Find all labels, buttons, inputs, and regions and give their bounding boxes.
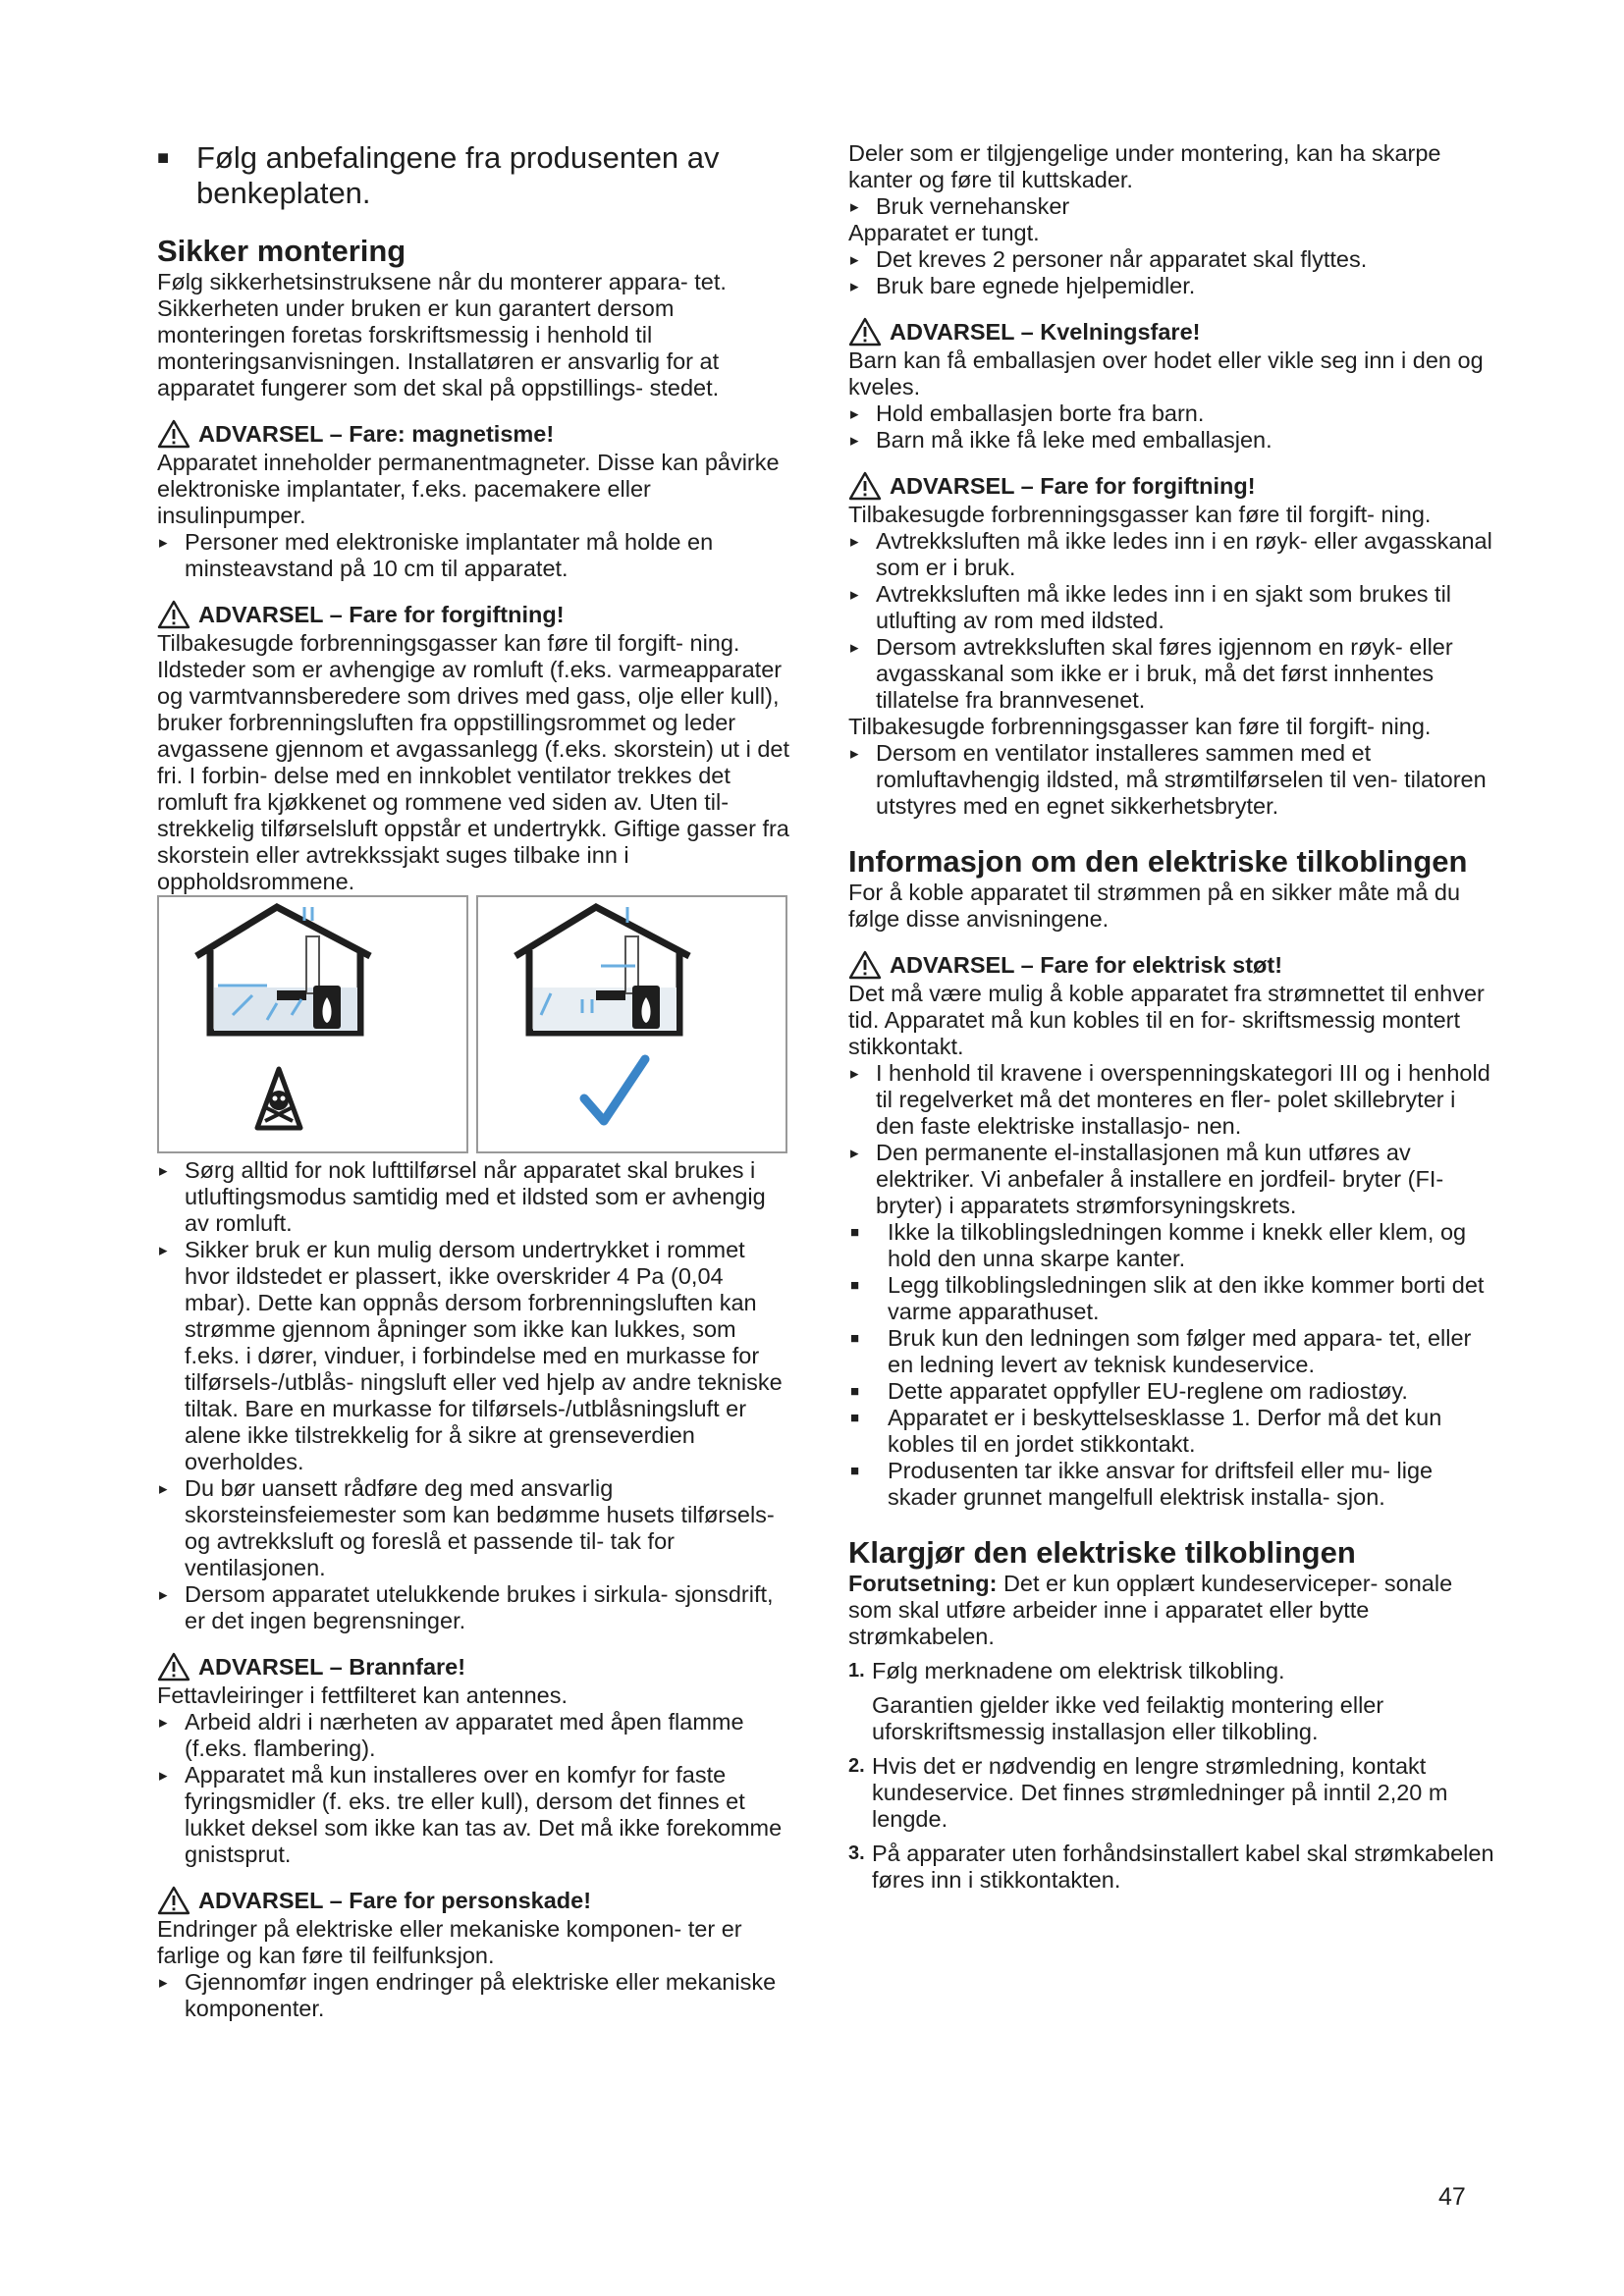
list-item: ▸ Personer med elektroniske implantater må holde en minsteavstand på 10 cm til apparatet.: [157, 529, 795, 582]
warning-list: [848, 740, 1496, 820]
warning-triangle-icon: [157, 600, 190, 629]
square-bullet-icon: ■: [157, 147, 170, 169]
warning-fire-title: ADVARSEL – Brannfare!: [157, 1652, 795, 1682]
list: [848, 193, 1496, 220]
warning-list: [848, 528, 1496, 714]
warning-triangle-icon: [157, 1652, 190, 1682]
list-item: ■ Dette apparatet oppfyller EU-reglene om radiostøy.: [848, 1378, 1496, 1405]
warning-list: [157, 1709, 795, 1868]
step-list: [848, 1658, 1496, 1894]
list: [848, 246, 1496, 299]
warning-text: Endringer på elektriske eller mekaniske komponen- ter er farlige og kan føre til feilfunksjon.: [157, 1916, 742, 1968]
warning-text: Barn kan få emballasjen over hodet eller vikle seg inn i den og kveles.: [848, 347, 1484, 400]
warning-text: Tilbakesugde forbrenningsgasser kan føre til forgift- ning.: [848, 714, 1432, 739]
warning-text: Det må være mulig å koble apparatet fra strømnettet til enhver tid. Apparatet må kun kobles til en for- skriftsmessig montert stikkontakt.: [848, 981, 1485, 1059]
warning-list: [157, 1969, 795, 2022]
warning-poisoning-title: ADVARSEL – Fare for forgiftning!: [848, 471, 1496, 501]
figure-safe: [476, 895, 787, 1153]
warning-suffocation-title: ADVARSEL – Kvelningsfare!: [848, 317, 1496, 347]
list-item: ▸ Bruk bare egnede hjelpemidler.: [848, 273, 1496, 299]
house-airflow-safe-illustration: [478, 897, 785, 1151]
warning-text: Tilbakesugde forbrenningsgasser kan føre til forgift- ning.: [848, 502, 1432, 527]
list-item: ▸ Du bør uansett rådføre deg med ansvarlig skorsteinsfeiemester som kan bedømme husets tilførsels- og avtrekksluft og foreslå et passende til- tak for ventilasjonen.: [157, 1475, 795, 1581]
list-item: ▸ Avtrekksluften må ikke ledes inn i en sjakt som brukes til utlufting av rom med ildsted.: [848, 581, 1496, 634]
list-item: ▸ Apparatet må kun installeres over en komfyr for faste fyringsmidler (f. eks. tre eller kull), dersom det finnes et lukket deksel som ikke kan tas av. Det må ikke forekomme gnistsprut.: [157, 1762, 795, 1868]
figure-unsafe: [157, 895, 468, 1153]
section-intro: For å koble apparatet til strømmen på en sikker måte må du følge disse anvisningene.: [848, 880, 1461, 932]
sharp-edges-text: Deler som er tilgjengelige under montering, kan ha skarpe kanter og føre til kuttskader.: [848, 140, 1441, 192]
warning-text: Apparatet inneholder permanentmagneter. Disse kan påvirke elektroniske implantater, f.eks. pacemakere eller insulinpumper.: [157, 450, 780, 528]
section-title-safe-installation: Sikker montering: [157, 234, 406, 268]
list-item: ▸ Avtrekksluften må ikke ledes inn i en røyk- eller avgasskanal som er i bruk.: [848, 528, 1496, 581]
intro-text: Følg sikkerhetsinstruksene når du monterer appara- tet.: [157, 269, 727, 294]
left-column: [157, 140, 795, 2022]
list-item: ▸ Gjennomfør ingen endringer på elektriske eller mekaniske komponenter.: [157, 1969, 795, 2022]
warning-list: [848, 400, 1496, 454]
ventilation-list: [157, 1157, 795, 1634]
list-item: ▸ Sikker bruk er kun mulig dersom undertrykket i rommet hvor ildstedet er plassert, ikke overskrider 4 Pa (0,04 mbar). Dette kan oppnås dersom forbrenningsluften kan strømme gjennom åpninger som ikke kan lukkes, som f.eks. i dører, vinduer, i forbindelse med en murkasse for tilførsels-/utblås- ningsluft eller ved hjelp av andre tekniske tiltak. Bare en murkasse for tilførsels-/utblåsningsluft er alene ikke tilstrekkelig for å sikre at grenseverdien overholdes.: [157, 1237, 795, 1475]
list-item: ■ Apparatet er i beskyttelsesklasse 1. Derfor må det kun kobles til en jordet stikkontakt.: [848, 1405, 1496, 1458]
list-item: ▸ Dersom apparatet utelukkende brukes i sirkula- sjonsdrift, er det ingen begrensninger.: [157, 1581, 795, 1634]
step-item: 1. Følg merknadene om elektrisk tilkobling. Garantien gjelder ikke ved feilaktig montering eller uforskriftsmessig installasjon eller tilkobling.: [848, 1658, 1384, 1744]
prerequisite: Forutsetning: Det er kun opplært kundeserviceper- sonale som skal utføre arbeider inne i apparatet eller bytte strømkabelen.: [848, 1571, 1453, 1649]
warning-triangle-icon: [848, 950, 882, 980]
list-item: ▸ Dersom en ventilator installeres sammen med et romluftavhengig ildsted, må strømtilførselen til ven- tilatoren utstyres med en egnet sikkerhetsbryter.: [848, 740, 1496, 820]
warning-text: Fettavleiringer i fettfilteret kan antennes.: [157, 1682, 568, 1708]
house-airflow-unsafe-illustration: [159, 897, 466, 1151]
square-list: [848, 1219, 1496, 1511]
list-item: ▸ Det kreves 2 personer når apparatet skal flyttes.: [848, 246, 1496, 273]
list-item: ▸ Den permanente el-installasjonen må kun utføres av elektriker. Vi anbefaler å installere en jordfeil- bryter (FI-bryter) i apparatets strømforsyningskrets.: [848, 1140, 1496, 1219]
lead-bullet: ■ Følg anbefalingene fra produsenten av benkeplaten.: [157, 140, 720, 210]
list-item: ■ Legg tilkoblingsledningen slik at den ikke kommer borti det varme apparathuset.: [848, 1272, 1496, 1325]
list-item: ▸ I henhold til kravene i overspenningskategori III og i henhold til regelverket må det monteres en fler- polet skillebryter i den faste elektriske installasjo- nen.: [848, 1060, 1496, 1140]
list-item: ▸ Hold emballasjen borte fra barn.: [848, 400, 1496, 427]
list-item: ■ Bruk kun den ledningen som følger med appara- tet, eller en ledning levert av teknisk kundeservice.: [848, 1325, 1496, 1378]
list-item: ■ Produsenten tar ikke ansvar for driftsfeil eller mu- lige skader grunnet mangelfull elektrisk installa- sjon.: [848, 1458, 1496, 1511]
warning-triangle-icon: [157, 1886, 190, 1915]
list-item: ■ Ikke la tilkoblingsledningen komme i knekk eller klem, og hold den unna skarpe kanter.: [848, 1219, 1496, 1272]
warning-text: Tilbakesugde forbrenningsgasser kan føre til forgift- ning. Ildsteder som er avhengige av romluft (f.eks. varmeapparater og varmtvannsberedere som drives med gass, olje eller kull), bruker forbrenningsluften fra oppstillingsrommet og leder avgassene gjennom et avgassanlegg (f.eks. skorstein) ut i det fri. I forbin- delse med en innkoblet ventilator trekkes det romluft fra kjøkkenet og rommene ved siden av. Uten til- strekkelig tilførselsluft oppstår et undertrykk. Giftige gasser fra skorstein eller avtrekkssjakt suges tilbake inn i oppholdsrommene.: [157, 630, 790, 894]
page-number: 47: [1438, 2183, 1466, 2211]
section-title-prepare-connection: Klargjør den elektriske tilkoblingen: [848, 1535, 1356, 1570]
step-item: 2. Hvis det er nødvendig en lengre strømledning, kontakt kundeservice. Det finnes strømledninger på inntil 2,20 m lengde.: [848, 1753, 1448, 1832]
list-item: ▸ Dersom avtrekksluften skal føres igjennom en røyk- eller avgasskanal som ikke er i bruk, må det først innhentes tillatelse fra brannvesenet.: [848, 634, 1496, 714]
warning-injury-title: ADVARSEL – Fare for personskade!: [157, 1886, 795, 1915]
warning-triangle-icon: [848, 471, 882, 501]
warning-triangle-icon: [157, 419, 190, 449]
warning-magnetism-title: ADVARSEL – Fare: magnetisme!: [157, 419, 795, 449]
list-item: ▸ Sørg alltid for nok lufttilførsel når apparatet skal brukes i utluftingsmodus samtidig med et ildsted som er avhengig av romluft.: [157, 1157, 795, 1237]
checkmark-icon: [584, 1059, 645, 1121]
list-item: ▸ Arbeid aldri i nærheten av apparatet med åpen flamme (f.eks. flambering).: [157, 1709, 795, 1762]
list-item: ▸ Bruk vernehansker: [848, 193, 1496, 220]
warning-poisoning-title: ADVARSEL – Fare for forgiftning!: [157, 600, 795, 629]
warning-triangle-icon: [848, 317, 882, 347]
heavy-text: Apparatet er tungt.: [848, 220, 1040, 245]
warning-electric-shock-title: ADVARSEL – Fare for elektrisk støt!: [848, 950, 1496, 980]
warning-list: [157, 529, 795, 582]
section-title-electrical-info: Informasjon om den elektriske tilkoblingen: [848, 844, 1468, 879]
warning-list: [848, 1060, 1496, 1219]
list-item: ▸ Barn må ikke få leke med emballasjen.: [848, 427, 1496, 454]
step-item: 3. På apparater uten forhåndsinstallert kabel skal strømkabelen føres inn i stikkontakten.: [848, 1841, 1494, 1893]
right-column: [848, 140, 1496, 1894]
skull-crossbones-icon: [257, 1069, 300, 1128]
intro-text-2: Sikkerheten under bruken er kun garantert dersom monteringen foretas forskriftsmessig i henhold til monteringsanvisningen. Installatøren er ansvarlig for at apparatet fungerer som det skal på oppstillings- stedet.: [157, 295, 720, 400]
ventilation-figures: [157, 895, 795, 1153]
